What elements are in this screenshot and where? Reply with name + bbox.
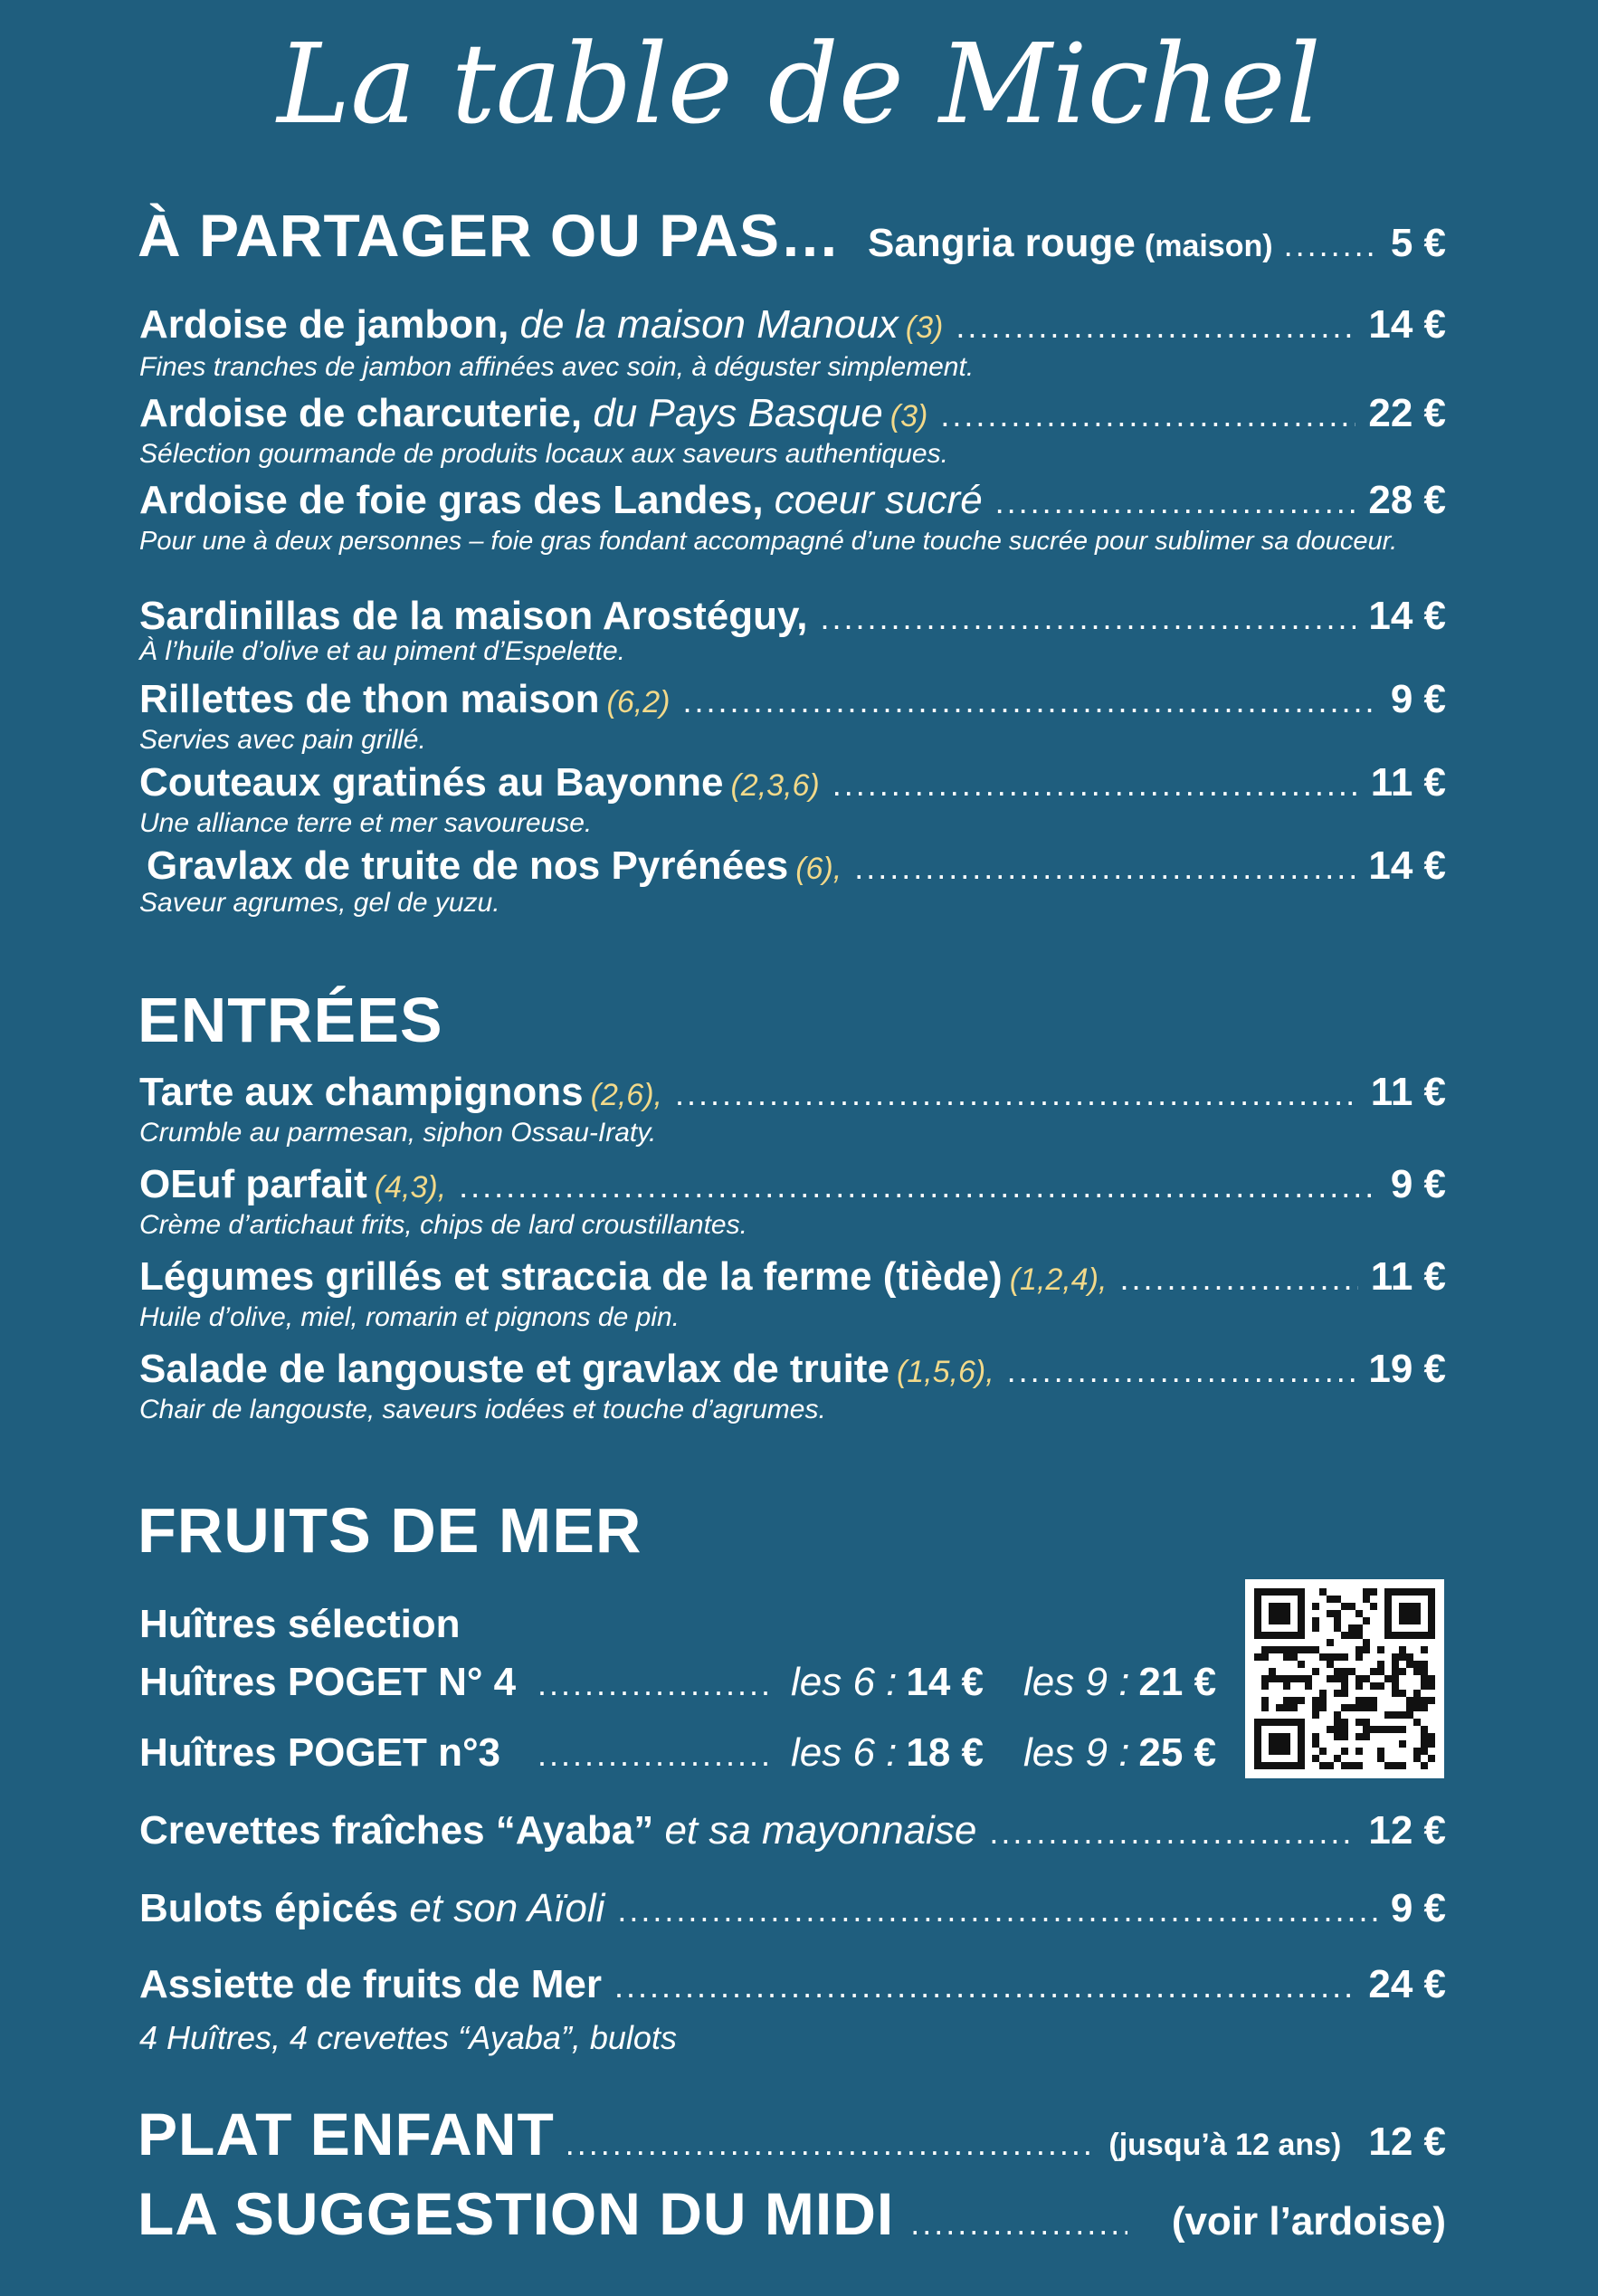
item-description: Huile d’olive, miel, romarin et pignons de pin. xyxy=(139,1302,680,1332)
huitres-heading xyxy=(139,1600,461,1649)
item-subtitle: et son Aïoli xyxy=(409,1886,605,1930)
dot-leader xyxy=(1007,1347,1356,1396)
menu-item xyxy=(139,476,1446,527)
qr-code-pattern xyxy=(1245,1579,1444,1778)
item-name: Salade de langouste et gravlax de truite xyxy=(139,1347,889,1391)
qty-six-label: les 6 : xyxy=(791,1730,898,1775)
item-price: 28 € xyxy=(1368,478,1446,522)
item-name: Ardoise de charcuterie, xyxy=(139,391,583,435)
item-description: Crumble au parmesan, siphon Ossau-Iraty. xyxy=(139,1118,657,1148)
item-subtitle: de la maison Manoux xyxy=(519,302,899,347)
menu-item xyxy=(139,1884,1446,1935)
oyster-name: Huîtres POGET N° 4 xyxy=(139,1660,517,1704)
allergen-codes: (4,3), xyxy=(374,1170,447,1205)
menu-item xyxy=(139,758,1446,810)
item-description: À l’huile d’olive et au piment d’Espelette. xyxy=(139,636,625,666)
allergen-codes: (6,2) xyxy=(606,685,671,719)
item-name: Tarte aux champignons xyxy=(139,1070,584,1114)
item-name: Assiette de fruits de Mer xyxy=(139,1962,603,2006)
menu-item xyxy=(139,1806,1446,1857)
oyster-row xyxy=(139,1730,1225,1776)
allergen-codes: (2,6), xyxy=(590,1078,662,1112)
dot-leader xyxy=(537,1736,773,1774)
price-six: 18 € xyxy=(906,1730,984,1775)
dot-leader xyxy=(682,677,1377,726)
plat-enfant-row xyxy=(138,2100,1446,2168)
allergen-codes: (3) xyxy=(905,310,944,345)
dot-leader xyxy=(995,478,1356,527)
suggestion-midi-note: (voir l’ardoise) xyxy=(1171,2199,1446,2244)
item-description: Saveur agrumes, gel de yuzu. xyxy=(139,888,500,918)
menu-item xyxy=(139,1960,1446,2011)
dot-leader xyxy=(614,1962,1355,2011)
menu-item xyxy=(139,1068,1446,1119)
dot-leader xyxy=(459,1162,1378,1211)
item-name: Ardoise de jambon, xyxy=(139,302,509,347)
item-description: Pour une à deux personnes – foie gras fondant accompagné d’une touche sucrée pour sublimer sa douceur. xyxy=(139,527,1398,556)
item-description: Chair de langouste, saveurs iodées et touche d’agrumes. xyxy=(139,1395,826,1424)
menu-item xyxy=(147,842,1446,893)
item-price: 22 € xyxy=(1368,391,1446,435)
dot-leader xyxy=(989,1808,1355,1857)
oyster-row xyxy=(139,1660,1225,1705)
dot-leader xyxy=(820,594,1355,643)
allergen-codes: (1,2,4), xyxy=(1009,1262,1108,1297)
allergen-codes: (6), xyxy=(795,852,842,886)
item-description: Crème d’artichaut frits, chips de lard croustillantes. xyxy=(139,1210,747,1240)
restaurant-title: La table de Michel xyxy=(277,20,1321,148)
sangria-note: (maison) xyxy=(1144,229,1273,263)
qty-nine-label: les 9 : xyxy=(1023,1660,1130,1704)
dot-leader xyxy=(832,760,1358,809)
item-price: 11 € xyxy=(1370,1254,1446,1299)
item-price: 12 € xyxy=(1368,1808,1446,1853)
section-title-entrees: ENTRÉES xyxy=(138,985,443,1055)
item-price: 9 € xyxy=(1390,1162,1446,1206)
huitres-heading-label: Huîtres sélection xyxy=(139,1602,461,1646)
item-price: 11 € xyxy=(1370,1070,1446,1114)
section-title-fruits-de-mer: FRUITS DE MER xyxy=(138,1495,642,1566)
item-name: Légumes grillés et straccia de la ferme (tiède) xyxy=(139,1254,1003,1299)
qty-nine-label: les 9 : xyxy=(1023,1730,1130,1775)
dot-leader xyxy=(537,1665,773,1703)
item-price: 24 € xyxy=(1368,1962,1446,2006)
item-name: Gravlax de truite de nos Pyrénées xyxy=(147,843,789,888)
plat-enfant-label: PLAT ENFANT xyxy=(138,2101,555,2167)
menu-item xyxy=(139,300,1446,352)
price-six: 14 € xyxy=(906,1660,984,1704)
item-name: OEuf parfait xyxy=(139,1162,367,1206)
dot-leader xyxy=(940,391,1355,440)
dot-leader xyxy=(1119,1254,1357,1303)
qr-code[interactable] xyxy=(1245,1579,1444,1778)
item-description: Servies avec pain grillé. xyxy=(139,725,426,755)
allergen-codes: (2,3,6) xyxy=(730,768,820,803)
item-name: Crevettes fraîches “Ayaba” xyxy=(139,1808,654,1853)
menu-item xyxy=(139,1160,1446,1212)
item-price: 11 € xyxy=(1370,760,1446,805)
item-description: Fines tranches de jambon affinées avec soin, à déguster simplement. xyxy=(139,352,975,382)
menu-item xyxy=(139,389,1446,441)
plat-enfant-price: 12 € xyxy=(1368,2120,1446,2164)
sangria-name: Sangria rouge xyxy=(868,221,1136,265)
dot-leader xyxy=(910,2205,1127,2243)
item-price: 14 € xyxy=(1368,594,1446,638)
item-subtitle: coeur sucré xyxy=(774,478,983,522)
qty-six-label: les 6 : xyxy=(791,1660,898,1704)
item-description: Sélection gourmande de produits locaux aux saveurs authentiques. xyxy=(139,439,948,469)
oyster-name: Huîtres POGET n°3 xyxy=(139,1730,501,1775)
item-name: Rillettes de thon maison xyxy=(139,677,600,721)
item-price: 9 € xyxy=(1390,1886,1446,1930)
item-price: 14 € xyxy=(1368,843,1446,888)
partager-header xyxy=(138,201,1446,270)
item-subtitle: du Pays Basque xyxy=(593,391,883,435)
menu-item xyxy=(139,675,1446,727)
sangria-price: 5 € xyxy=(1390,221,1446,265)
suggestion-midi-row xyxy=(138,2179,1446,2248)
item-subtitle: et sa mayonnaise xyxy=(664,1808,977,1853)
price-nine: 25 € xyxy=(1138,1730,1217,1775)
item-name: Sardinillas de la maison Arostéguy, xyxy=(139,594,808,638)
menu-item xyxy=(139,1253,1446,1304)
dot-leader xyxy=(956,302,1355,351)
item-name: Bulots épicés xyxy=(139,1886,399,1930)
dot-leader xyxy=(1284,226,1380,264)
item-price: 14 € xyxy=(1368,302,1446,347)
menu-item xyxy=(139,1345,1446,1396)
suggestion-midi-label: LA SUGGESTION DU MIDI xyxy=(138,2180,895,2247)
dot-leader xyxy=(675,1070,1358,1119)
price-nine: 21 € xyxy=(1138,1660,1217,1704)
item-price: 19 € xyxy=(1368,1347,1446,1391)
dot-leader xyxy=(617,1886,1377,1935)
item-name: Ardoise de foie gras des Landes, xyxy=(139,478,764,522)
item-description: Une alliance terre et mer savoureuse. xyxy=(139,808,593,838)
item-description: 4 Huîtres, 4 crevettes “Ayaba”, bulots xyxy=(139,2019,677,2056)
plat-enfant-note: (jusqu’à 12 ans) xyxy=(1108,2128,1342,2162)
allergen-codes: (1,5,6), xyxy=(896,1355,994,1389)
dot-leader xyxy=(566,2125,1099,2163)
allergen-codes: (3) xyxy=(889,399,928,433)
dot-leader xyxy=(854,843,1355,892)
section-title-partager: À PARTAGER OU PAS… xyxy=(138,202,842,269)
item-price: 9 € xyxy=(1390,677,1446,721)
item-name: Couteaux gratinés au Bayonne xyxy=(139,760,724,805)
